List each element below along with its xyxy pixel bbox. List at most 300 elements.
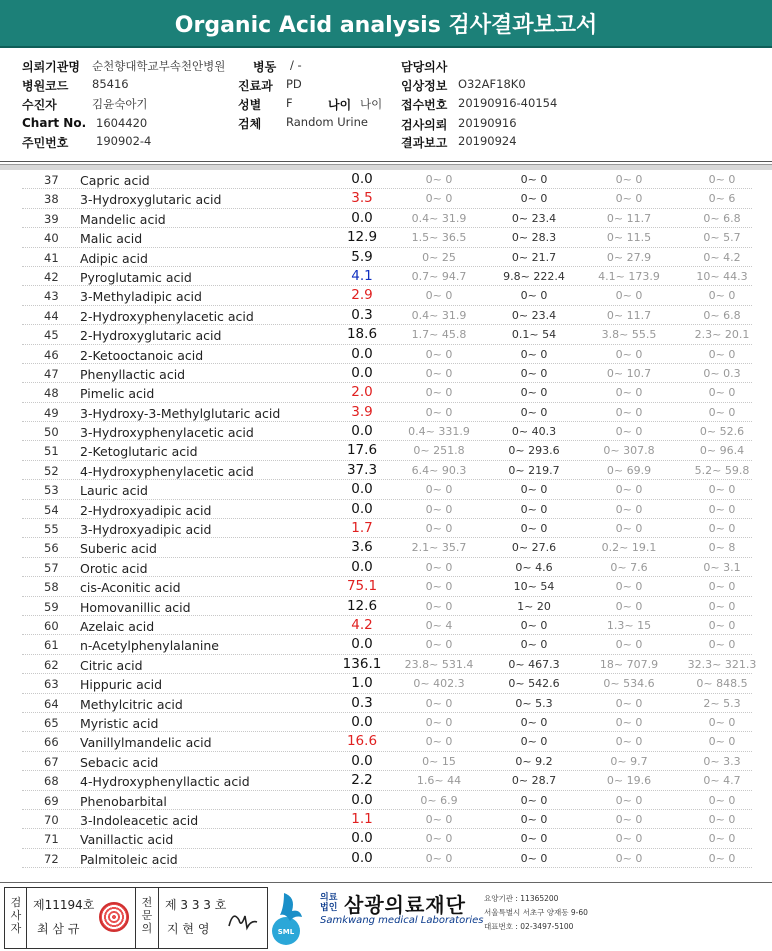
analyte-name: 4-Hydroxyphenylacetic acid bbox=[80, 463, 254, 479]
reference-range-3: 0~ 0 bbox=[615, 696, 643, 710]
table-row bbox=[22, 480, 752, 499]
table-row bbox=[22, 655, 757, 674]
reference-range-4: 0~ 0 bbox=[708, 580, 736, 594]
reference-range-2: 0~ 0 bbox=[520, 793, 548, 807]
reference-range-4: 0~ 6.8 bbox=[703, 211, 741, 225]
reference-range-2: 0~ 0 bbox=[520, 173, 548, 186]
result-value: 1.0 bbox=[351, 675, 373, 692]
footer bbox=[0, 882, 772, 951]
reference-range-1: 0~ 251.8 bbox=[413, 444, 465, 458]
reference-range-4: 10~ 44.3 bbox=[696, 269, 748, 283]
table-row bbox=[22, 829, 752, 848]
reference-range-2: 10~ 54 bbox=[513, 580, 555, 594]
reference-range-2: 0~ 5.3 bbox=[515, 696, 553, 710]
row-number: 44 bbox=[44, 308, 59, 323]
reference-range-4: 2.3~ 20.1 bbox=[694, 328, 750, 342]
result-value: 1.1 bbox=[351, 810, 373, 827]
reference-range-2: 0~ 0 bbox=[520, 812, 548, 826]
table-row bbox=[22, 771, 752, 790]
analyte-name: 3-Hydroxyadipic acid bbox=[80, 522, 212, 538]
table-row bbox=[22, 403, 752, 422]
row-number: 37 bbox=[44, 173, 59, 187]
analyte-name: Methylcitric acid bbox=[80, 696, 183, 712]
sml-logo-icon bbox=[270, 887, 306, 949]
analyte-name: Pyroglutamic acid bbox=[80, 269, 192, 285]
reference-range-1: 0~ 0 bbox=[425, 735, 453, 749]
reference-range-2: 0~ 23.4 bbox=[511, 308, 557, 322]
row-number: 57 bbox=[44, 560, 59, 575]
table-row bbox=[22, 170, 752, 189]
reference-range-1: 0~ 0 bbox=[425, 696, 453, 710]
results-table bbox=[22, 170, 757, 868]
examiner-license: 제11194호 bbox=[33, 898, 95, 912]
table-row bbox=[22, 267, 752, 286]
reference-range-4: 0~ 0 bbox=[708, 405, 736, 419]
reference-range-2: 0~ 0 bbox=[520, 715, 548, 729]
reference-range-2: 0~ 0 bbox=[520, 289, 548, 303]
reference-range-1: 0~ 0 bbox=[425, 522, 453, 536]
row-number: 59 bbox=[44, 599, 59, 614]
result-value: 2.9 bbox=[351, 287, 373, 304]
specialist-vertical-label: 전문의 bbox=[141, 896, 153, 935]
reference-range-4: 0~ 4.7 bbox=[703, 774, 741, 788]
row-number: 42 bbox=[44, 269, 59, 284]
org-code: 요양기관 : 11365200 bbox=[484, 894, 559, 903]
reference-range-2: 0~ 0 bbox=[520, 192, 548, 206]
reference-range-1: 0~ 0 bbox=[425, 366, 453, 380]
reference-range-4: 0~ 0 bbox=[708, 599, 736, 613]
analyte-name: 3-Hydroxyglutaric acid bbox=[80, 192, 222, 208]
reference-range-2: 0~ 0 bbox=[520, 638, 548, 652]
reference-range-3: 0~ 9.7 bbox=[610, 754, 648, 768]
row-number: 38 bbox=[44, 192, 59, 207]
analyte-name: 2-Ketooctanoic acid bbox=[80, 347, 204, 363]
result-value: 0.3 bbox=[351, 694, 373, 711]
table-row bbox=[22, 810, 752, 829]
reference-range-4: 0~ 4.2 bbox=[703, 250, 741, 264]
table-row bbox=[22, 674, 752, 693]
analyte-name: n-Acetylphenylalanine bbox=[80, 638, 219, 654]
id-label: 주민번호 bbox=[22, 136, 69, 150]
id-value: 190902-4 bbox=[96, 134, 152, 148]
table-row bbox=[22, 558, 752, 577]
reference-range-1: 0~ 0 bbox=[425, 289, 453, 303]
analyte-name: Suberic acid bbox=[80, 541, 157, 557]
result-value: 0.0 bbox=[351, 791, 373, 808]
examiner-name: 최 삼 규 bbox=[37, 922, 80, 936]
reference-range-1: 0~ 0 bbox=[425, 192, 453, 206]
result-value: 16.6 bbox=[346, 733, 378, 750]
table-row bbox=[22, 306, 752, 325]
result-value: 0.0 bbox=[351, 481, 373, 498]
row-number: 43 bbox=[44, 289, 59, 304]
reference-range-2: 0~ 0 bbox=[520, 618, 548, 632]
chart-value: 1604420 bbox=[96, 116, 148, 130]
analyte-name: 4-Hydroxyphenyllactic acid bbox=[80, 774, 250, 790]
clinical-value: O32AF18K0 bbox=[458, 77, 526, 91]
reference-range-4: 0~ 0 bbox=[708, 386, 736, 400]
chart-label: Chart No. bbox=[22, 116, 87, 130]
analyte-name: Sebacic acid bbox=[80, 754, 159, 770]
reference-range-4: 0~ 848.5 bbox=[696, 677, 748, 691]
reference-range-2: 0~ 293.6 bbox=[508, 444, 560, 458]
reference-range-1: 0~ 25 bbox=[422, 250, 456, 264]
report-title: Organic Acid analysis 검사결과보고서 bbox=[0, 0, 772, 48]
result-value: 4.2 bbox=[351, 616, 373, 633]
request-value: 20190916 bbox=[458, 116, 517, 130]
report-value: 20190924 bbox=[458, 134, 517, 148]
result-value: 0.0 bbox=[351, 558, 373, 575]
dept-value: PD bbox=[286, 77, 302, 91]
reference-range-3: 0~ 0 bbox=[615, 638, 643, 652]
reference-range-4: 5.2~ 59.8 bbox=[694, 463, 750, 477]
reference-range-3: 0~ 307.8 bbox=[603, 444, 655, 458]
result-value: 0.0 bbox=[351, 345, 373, 362]
row-number: 72 bbox=[44, 851, 59, 866]
table-row bbox=[22, 752, 752, 771]
reference-range-1: 0~ 0 bbox=[425, 812, 453, 826]
result-value: 3.6 bbox=[351, 539, 373, 556]
code-label: 병원코드 bbox=[22, 79, 69, 93]
row-number: 61 bbox=[44, 638, 59, 653]
reference-range-3: 3.8~ 55.5 bbox=[601, 328, 657, 342]
reference-range-4: 32.3~ 321.3 bbox=[687, 657, 757, 671]
row-number: 65 bbox=[44, 715, 59, 730]
row-number: 64 bbox=[44, 696, 59, 711]
result-value: 1.7 bbox=[351, 520, 373, 537]
table-row bbox=[22, 791, 752, 810]
reference-range-3: 0~ 0 bbox=[615, 192, 643, 206]
row-number: 60 bbox=[44, 618, 59, 633]
reference-range-2: 0~ 219.7 bbox=[508, 463, 560, 477]
reference-range-3: 0~ 69.9 bbox=[606, 463, 652, 477]
table-row bbox=[22, 694, 752, 713]
reference-range-1: 0~ 0 bbox=[425, 715, 453, 729]
table-row bbox=[22, 538, 752, 557]
reference-range-1: 0~ 0 bbox=[425, 483, 453, 497]
reference-range-2: 0~ 28.3 bbox=[511, 231, 557, 245]
reference-range-2: 9.8~ 222.4 bbox=[503, 269, 565, 283]
reference-range-3: 0~ 0 bbox=[615, 289, 643, 303]
reference-range-2: 0~ 28.7 bbox=[511, 774, 557, 788]
reference-range-4: 0~ 0 bbox=[708, 851, 736, 865]
reference-range-1: 0~ 4 bbox=[425, 618, 453, 632]
reference-range-1: 0.4~ 31.9 bbox=[411, 211, 467, 225]
reference-range-3: 0~ 0 bbox=[615, 851, 643, 865]
doctor-label: 담당의사 bbox=[401, 60, 448, 74]
reference-range-1: 2.1~ 35.7 bbox=[411, 541, 467, 555]
table-row bbox=[22, 441, 752, 460]
reference-range-3: 0~ 0 bbox=[615, 715, 643, 729]
table-row bbox=[22, 228, 752, 247]
analyte-name: Homovanillic acid bbox=[80, 599, 191, 615]
reference-range-3: 0~ 10.7 bbox=[606, 366, 652, 380]
result-value: 136.1 bbox=[342, 655, 382, 672]
reference-range-1: 0~ 0 bbox=[425, 851, 453, 865]
table-row bbox=[22, 461, 752, 480]
reference-range-1: 0~ 0 bbox=[425, 560, 453, 574]
table-row bbox=[22, 325, 752, 344]
reference-range-3: 0~ 0 bbox=[615, 386, 643, 400]
reference-range-3: 0~ 0 bbox=[615, 735, 643, 749]
row-number: 70 bbox=[44, 812, 59, 827]
signature-box bbox=[4, 887, 268, 949]
result-value: 2.0 bbox=[351, 384, 373, 401]
analyte-name: Mandelic acid bbox=[80, 211, 166, 227]
analyte-name: Phenyllactic acid bbox=[80, 366, 186, 382]
dept-label: 진료과 bbox=[238, 79, 273, 93]
reference-range-3: 0~ 0 bbox=[615, 347, 643, 361]
reference-range-2: 0.1~ 54 bbox=[511, 328, 557, 342]
result-value: 0.0 bbox=[351, 500, 373, 517]
row-number: 40 bbox=[44, 231, 59, 246]
reference-range-1: 0~ 0 bbox=[425, 347, 453, 361]
row-number: 46 bbox=[44, 347, 59, 362]
reference-range-3: 0~ 0 bbox=[615, 483, 643, 497]
row-number: 69 bbox=[44, 793, 59, 808]
table-row bbox=[22, 189, 752, 208]
reference-range-1: 0~ 0 bbox=[425, 638, 453, 652]
analyte-name: Lauric acid bbox=[80, 483, 148, 499]
row-number: 56 bbox=[44, 541, 59, 556]
row-number: 51 bbox=[44, 444, 59, 459]
hospital-label: 의뢰기관명 bbox=[22, 60, 80, 74]
reference-range-2: 0~ 542.6 bbox=[508, 677, 560, 691]
reference-range-3: 0~ 19.6 bbox=[606, 774, 652, 788]
code-value: 85416 bbox=[92, 77, 129, 91]
org-type-label: 의료법인 bbox=[320, 893, 338, 913]
patient-label: 수진자 bbox=[22, 98, 57, 112]
reference-range-1: 6.4~ 90.3 bbox=[411, 463, 467, 477]
reference-range-3: 0~ 0 bbox=[615, 832, 643, 846]
reference-range-4: 0~ 0 bbox=[708, 638, 736, 652]
reference-range-3: 18~ 707.9 bbox=[599, 657, 659, 671]
reference-range-2: 0~ 0 bbox=[520, 735, 548, 749]
result-value: 18.6 bbox=[346, 326, 378, 343]
reference-range-3: 4.1~ 173.9 bbox=[598, 269, 660, 283]
table-row bbox=[22, 364, 752, 383]
report-label: 결과보고 bbox=[401, 136, 448, 150]
reference-range-4: 0~ 6.8 bbox=[703, 308, 741, 322]
result-value: 0.0 bbox=[351, 364, 373, 381]
reference-range-1: 0~ 0 bbox=[425, 599, 453, 613]
result-value: 4.1 bbox=[351, 267, 373, 284]
reference-range-1: 1.5~ 36.5 bbox=[411, 231, 467, 245]
table-row bbox=[22, 849, 752, 868]
reference-range-1: 0~ 402.3 bbox=[413, 677, 465, 691]
org-name: 삼광의료재단 bbox=[344, 893, 466, 917]
table-row bbox=[22, 616, 752, 635]
svg-text:SML: SML bbox=[277, 928, 295, 936]
reference-range-1: 0~ 0 bbox=[425, 405, 453, 419]
analyte-name: 2-Hydroxyphenylacetic acid bbox=[80, 308, 254, 324]
row-number: 39 bbox=[44, 211, 59, 226]
reference-range-2: 0~ 0 bbox=[520, 502, 548, 516]
analyte-name: 3-Methyladipic acid bbox=[80, 289, 202, 305]
row-number: 53 bbox=[44, 483, 59, 498]
row-number: 41 bbox=[44, 250, 59, 265]
reference-range-4: 0~ 0 bbox=[708, 289, 736, 303]
table-row bbox=[22, 519, 752, 538]
result-value: 5.9 bbox=[351, 248, 373, 265]
reference-range-1: 0~ 0 bbox=[425, 173, 453, 186]
reference-range-4: 0~ 5.7 bbox=[703, 231, 741, 245]
row-number: 66 bbox=[44, 735, 59, 750]
reference-range-3: 0~ 0 bbox=[615, 405, 643, 419]
reference-range-4: 0~ 0 bbox=[708, 502, 736, 516]
analyte-name: Vanillactic acid bbox=[80, 832, 174, 848]
result-value: 0.3 bbox=[351, 306, 373, 323]
analyte-name: Adipic acid bbox=[80, 250, 148, 266]
reference-range-3: 0~ 0 bbox=[615, 522, 643, 536]
reference-range-2: 0~ 0 bbox=[520, 347, 548, 361]
reference-range-3: 0~ 27.9 bbox=[606, 250, 652, 264]
reference-range-2: 0~ 0 bbox=[520, 832, 548, 846]
reference-range-2: 0~ 0 bbox=[520, 405, 548, 419]
reference-range-1: 1.7~ 45.8 bbox=[411, 328, 467, 342]
sex-label: 성별 bbox=[238, 98, 262, 112]
analyte-name: Vanillylmandelic acid bbox=[80, 735, 212, 751]
ward-label: 병동 bbox=[253, 60, 277, 74]
result-value: 0.0 bbox=[351, 171, 373, 187]
specialist-name: 지 현 영 bbox=[167, 922, 210, 936]
result-value: 0.0 bbox=[351, 209, 373, 226]
reference-range-4: 0~ 0.3 bbox=[703, 366, 741, 380]
reference-range-3: 0~ 0 bbox=[615, 502, 643, 516]
reference-range-1: 0.7~ 94.7 bbox=[411, 269, 467, 283]
reference-range-2: 0~ 0 bbox=[520, 522, 548, 536]
result-value: 0.0 bbox=[351, 830, 373, 847]
table-row bbox=[22, 732, 752, 751]
result-value: 0.0 bbox=[351, 752, 373, 769]
reference-range-1: 0~ 0 bbox=[425, 580, 453, 594]
age-label: 나이 bbox=[328, 98, 352, 112]
seal-stamp bbox=[99, 902, 129, 932]
request-label: 검사의뢰 bbox=[401, 118, 448, 132]
reference-range-4: 0~ 0 bbox=[708, 483, 736, 497]
row-number: 49 bbox=[44, 405, 59, 420]
result-value: 0.0 bbox=[351, 636, 373, 653]
reference-range-4: 0~ 0 bbox=[708, 793, 736, 807]
reference-range-3: 0~ 0 bbox=[615, 173, 643, 186]
analyte-name: Hippuric acid bbox=[80, 677, 163, 693]
age-value: 나이 bbox=[360, 97, 383, 111]
result-value: 37.3 bbox=[346, 461, 378, 478]
reference-range-1: 0~ 15 bbox=[422, 754, 456, 768]
hospital-value: 순천향대학교부속천안병원 bbox=[92, 59, 226, 73]
analyte-name: Myristic acid bbox=[80, 715, 159, 731]
reference-range-2: 0~ 0 bbox=[520, 366, 548, 380]
reference-range-4: 0~ 52.6 bbox=[699, 425, 745, 439]
reference-range-3: 1.3~ 15 bbox=[606, 618, 652, 632]
result-value: 2.2 bbox=[351, 772, 373, 789]
row-number: 54 bbox=[44, 502, 59, 517]
specialist-license: 제 3 3 3 호 bbox=[165, 898, 227, 912]
result-value: 3.9 bbox=[351, 403, 373, 420]
reference-range-4: 2~ 5.3 bbox=[703, 696, 741, 710]
reference-range-3: 0~ 534.6 bbox=[603, 677, 655, 691]
reference-range-3: 0~ 7.6 bbox=[610, 560, 648, 574]
analyte-name: Citric acid bbox=[80, 657, 143, 673]
reference-range-4: 0~ 3.3 bbox=[703, 754, 741, 768]
reference-range-4: 0~ 0 bbox=[708, 173, 736, 186]
clinical-label: 임상정보 bbox=[401, 79, 448, 93]
result-value: 75.1 bbox=[346, 578, 378, 595]
reference-range-3: 0~ 11.5 bbox=[606, 231, 652, 245]
row-number: 50 bbox=[44, 425, 59, 440]
reference-range-4: 0~ 96.4 bbox=[699, 444, 745, 458]
reference-range-3: 0~ 0 bbox=[615, 793, 643, 807]
reference-range-2: 0~ 40.3 bbox=[511, 425, 557, 439]
analyte-name: 2-Hydroxyglutaric acid bbox=[80, 328, 222, 344]
reference-range-4: 0~ 0 bbox=[708, 618, 736, 632]
reference-range-3: 0~ 0 bbox=[615, 580, 643, 594]
table-row bbox=[22, 577, 752, 596]
row-number: 47 bbox=[44, 366, 59, 381]
row-number: 48 bbox=[44, 386, 59, 401]
reference-range-4: 0~ 3.1 bbox=[703, 560, 741, 574]
reference-range-1: 1.6~ 44 bbox=[416, 774, 462, 788]
analyte-name: Azelaic acid bbox=[80, 618, 155, 634]
table-row bbox=[22, 209, 752, 228]
row-number: 63 bbox=[44, 677, 59, 692]
analyte-name: 2-Hydroxyadipic acid bbox=[80, 502, 212, 518]
analyte-name: Capric acid bbox=[80, 173, 150, 188]
analyte-name: 3-Indoleacetic acid bbox=[80, 812, 199, 828]
reference-range-4: 0~ 0 bbox=[708, 347, 736, 361]
table-row bbox=[22, 422, 752, 441]
reference-range-2: 0~ 467.3 bbox=[508, 657, 560, 671]
reference-range-2: 1~ 20 bbox=[517, 599, 551, 613]
result-value: 0.0 bbox=[351, 849, 373, 866]
row-number: 52 bbox=[44, 463, 59, 478]
reference-range-2: 0~ 21.7 bbox=[511, 250, 557, 264]
reference-range-3: 0~ 0 bbox=[615, 812, 643, 826]
org-phone: 대표번호 : 02-3497-5100 bbox=[484, 922, 574, 931]
result-value: 12.6 bbox=[346, 597, 378, 614]
reference-range-2: 0~ 4.6 bbox=[515, 560, 553, 574]
table-row bbox=[22, 500, 752, 519]
analyte-name: Malic acid bbox=[80, 231, 143, 247]
reference-range-4: 0~ 0 bbox=[708, 832, 736, 846]
table-row bbox=[22, 597, 752, 616]
reference-range-4: 0~ 6 bbox=[708, 192, 736, 206]
analyte-name: 3-Hydroxyphenylacetic acid bbox=[80, 425, 254, 441]
row-number: 62 bbox=[44, 657, 59, 672]
reference-range-4: 0~ 8 bbox=[708, 541, 736, 555]
patient-value: 김윤숙아기 bbox=[92, 97, 148, 111]
reference-range-1: 0~ 0 bbox=[425, 386, 453, 400]
reference-range-2: 0~ 9.2 bbox=[515, 754, 553, 768]
analyte-name: 2-Ketoglutaric acid bbox=[80, 444, 198, 460]
analyte-name: Pimelic acid bbox=[80, 386, 155, 402]
table-row bbox=[22, 286, 752, 305]
result-value: 0.0 bbox=[351, 423, 373, 440]
receipt-value: 20190916-40154 bbox=[458, 96, 558, 110]
analyte-name: 3-Hydroxy-3-Methylglutaric acid bbox=[80, 405, 281, 421]
org-english-name: Samkwang medical Laboratories bbox=[320, 915, 484, 926]
org-address: 서울특별시 서초구 양재동 9-60 bbox=[484, 908, 588, 917]
specimen-value: Random Urine bbox=[286, 115, 368, 129]
ward-value: / - bbox=[290, 58, 302, 72]
analyte-name: Phenobarbital bbox=[80, 793, 167, 809]
reference-range-2: 0~ 27.6 bbox=[511, 541, 557, 555]
analyte-name: Palmitoleic acid bbox=[80, 851, 178, 867]
reference-range-4: 0~ 0 bbox=[708, 715, 736, 729]
signature-icon bbox=[225, 906, 261, 934]
reference-range-4: 0~ 0 bbox=[708, 735, 736, 749]
row-number: 45 bbox=[44, 328, 59, 343]
